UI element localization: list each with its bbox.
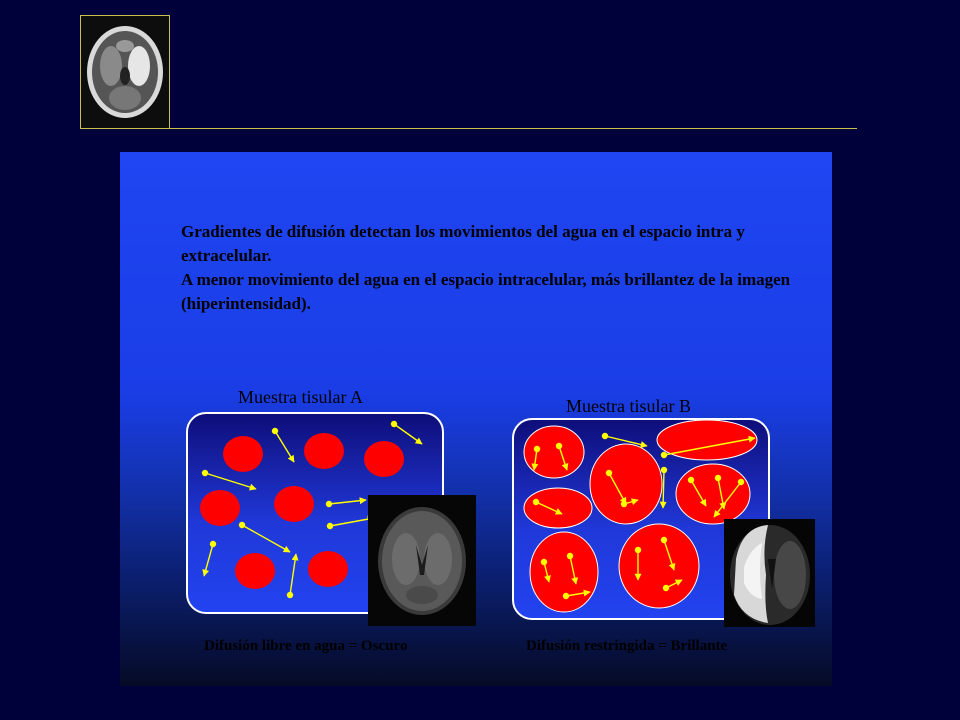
cell xyxy=(235,553,275,589)
dark-dwi-scan-image xyxy=(368,495,476,626)
intro-text xyxy=(181,220,821,316)
header-divider xyxy=(80,128,857,129)
cell xyxy=(223,436,263,472)
cell xyxy=(308,551,348,587)
cell xyxy=(676,464,750,524)
cell xyxy=(200,490,240,526)
sample-a-title: Muestra tisular A xyxy=(238,387,363,407)
intro-line-2: A menor movimiento del agua en el espacio intracelular, más brillantez de la imagen (hiperintensidad). xyxy=(181,270,791,313)
cell xyxy=(590,444,662,524)
cell xyxy=(364,441,404,477)
brain-mri-thumbnail xyxy=(80,15,170,129)
cell xyxy=(304,433,344,469)
cell xyxy=(274,486,314,522)
sample-b-caption: Difusión restringida = Brillante xyxy=(526,638,728,654)
cell xyxy=(524,488,592,528)
bright-dwi-scan-image xyxy=(724,519,815,627)
cell xyxy=(619,524,699,608)
cell xyxy=(530,532,598,612)
sample-b-title: Muestra tisular B xyxy=(566,396,691,416)
cell xyxy=(524,426,584,478)
intro-line-1: Gradientes de difusión detectan los movimientos del agua en el espacio intra y extracelular. xyxy=(181,222,745,265)
sample-a-caption: Difusión libre en agua = Oscuro xyxy=(204,638,408,654)
